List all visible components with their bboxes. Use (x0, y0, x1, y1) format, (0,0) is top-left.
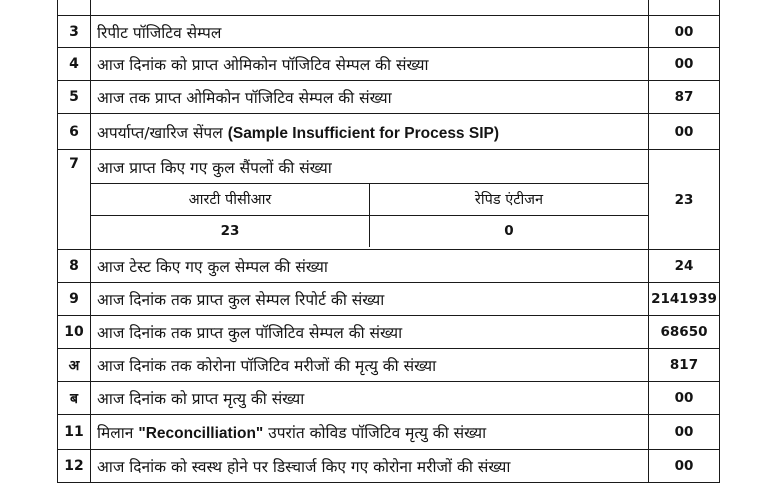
row-description: आज दिनांक को प्राप्त मृत्यु की संख्या (91, 382, 649, 415)
row-number: 8 (58, 250, 91, 283)
row-number: 5 (58, 81, 91, 114)
table-row (58, 382, 720, 415)
row-number: ब (58, 382, 91, 415)
row-value: 24 (649, 250, 720, 283)
description-english: (Sample Insufficient for Process SIP) (227, 124, 500, 142)
row-description: रिपीट पॉजिटिव सेम्पल (91, 16, 649, 48)
description-hindi: अपर्याप्त/खारिज सेंपल (97, 123, 228, 142)
row-number (58, 0, 91, 16)
report-table (57, 0, 720, 483)
row-value (649, 0, 720, 16)
row-description: आज दिनांक तक प्राप्त कुल पॉजिटिव सेम्पल की संख्या (91, 316, 649, 349)
row-description: आज दिनांक तक कोरोना पॉजिटिव मरीजों की मृत्यु की संख्या (91, 349, 649, 382)
row-description (91, 0, 649, 16)
rapid-antigen-header: रेपिड एंटीजन (370, 183, 649, 215)
row-number: 4 (58, 48, 91, 81)
row-description (91, 415, 649, 450)
table-row (58, 16, 720, 48)
rapid-antigen-value: 0 (370, 215, 649, 247)
table-row (58, 0, 720, 16)
row-number: 9 (58, 283, 91, 316)
row-value: 00 (649, 450, 720, 483)
row-description (91, 150, 649, 250)
rtpcr-header: आरटी पीसीआर (91, 183, 370, 215)
table-row (58, 81, 720, 114)
row-value: 00 (649, 48, 720, 81)
description-prefix: मिलान (97, 424, 139, 442)
row-number: 11 (58, 415, 91, 450)
table-row (58, 450, 720, 483)
row-value: 00 (649, 16, 720, 48)
row-value: 00 (649, 415, 720, 450)
row-number: 7 (58, 150, 91, 250)
table-row (58, 114, 720, 150)
row-value: 2141939 (649, 283, 720, 316)
row-number: 12 (58, 450, 91, 483)
subtable-value-row (91, 215, 648, 247)
table-row (58, 316, 720, 349)
row-description: आज दिनांक को स्वस्थ होने पर डिस्चार्ज किए गए कोरोना मरीजों की संख्या (91, 450, 649, 483)
row-number: 6 (58, 114, 91, 150)
rtpcr-value: 23 (91, 215, 370, 247)
row-value: 87 (649, 81, 720, 114)
row-value: 00 (649, 382, 720, 415)
table-row (58, 349, 720, 382)
table-row (58, 48, 720, 81)
row-description (91, 114, 649, 150)
description-suffix: उपरांत कोविड पॉजिटिव मृत्यु की संख्या (263, 424, 487, 442)
row-number: 3 (58, 16, 91, 48)
table-row (58, 250, 720, 283)
row-value: 00 (649, 114, 720, 150)
sample-breakdown-table (91, 183, 648, 247)
row-description: आज दिनांक तक प्राप्त कुल सेम्पल रिपोर्ट की संख्या (91, 283, 649, 316)
row-description-title: आज प्राप्त किए गए कुल सैंपलों की संख्या (97, 158, 332, 177)
row-number: 10 (58, 316, 91, 349)
table-row (58, 150, 720, 250)
row-number: अ (58, 349, 91, 382)
subtable-header-row (91, 183, 648, 215)
row-value: 23 (649, 150, 720, 250)
row-description: आज टेस्ट किए गए कुल सेम्पल की संख्या (91, 250, 649, 283)
row-description: आज दिनांक को प्राप्त ओमिकोन पॉजिटिव सेम्पल की संख्या (91, 48, 649, 81)
row-value: 68650 (649, 316, 720, 349)
row-description: आज तक प्राप्त ओमिकोन पॉजिटिव सेम्पल की संख्या (91, 81, 649, 114)
row-value: 817 (649, 349, 720, 382)
table-row (58, 283, 720, 316)
table-row (58, 415, 720, 450)
description-english: "Reconcilliation" (138, 425, 264, 442)
